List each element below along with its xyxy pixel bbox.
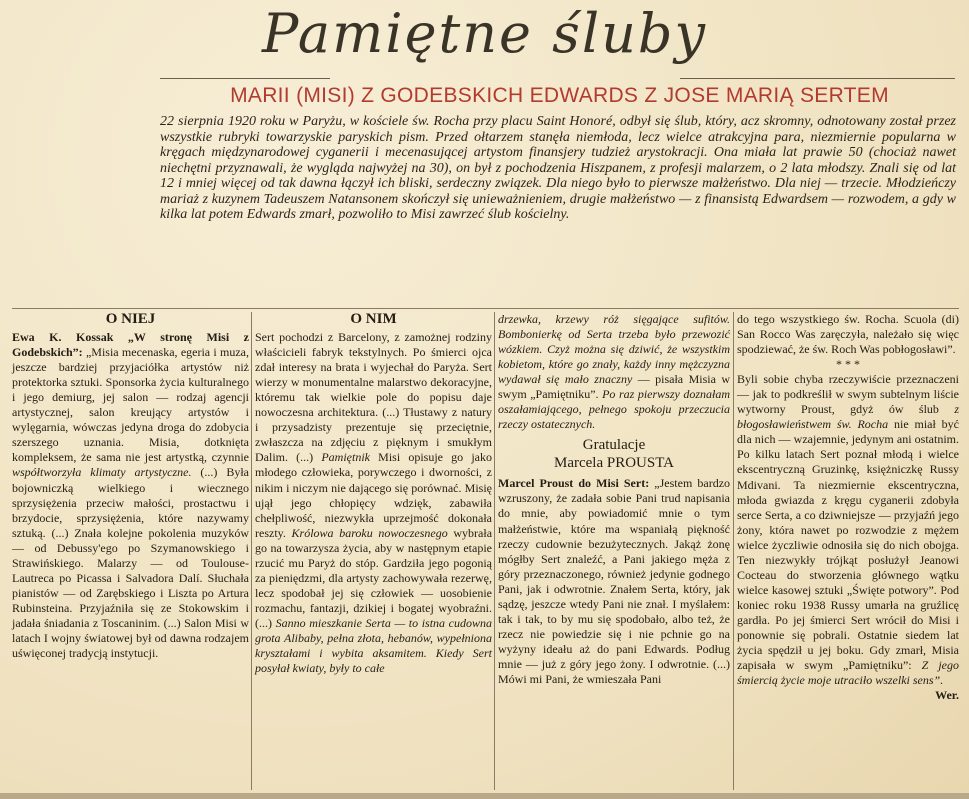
column-body-2 [737,372,959,703]
italic-phrase: Królowa baroku nowoczesnego [291,525,448,540]
body-text: „Misia mecenaska, egeria i muza, jeszcze bardziej przyjaciółka artystów niż protektorka sztuki. Sponsorka życia kulturalnego i jego demiurg, jej salon — rodzaj agencji artystycznej, salon kreujący artystów i wylęgarnia, wówczas jedyna droga do zdobycia szerszego uznania. Misia, dotknięta kompleksem, że sama nie jest artystką, czynnie [12,345,249,465]
body-text: Sert pochodzi z Barcelony, z zamożnej rodziny właścicieli fabryk tekstylnych. Po śmierci ojca zdał interesy na brata i wyjechał do Paryża. Sert wierzy w monumentalne malarstwo dekoracyjne, któremu tak wielkie pole do popisu daje nowoczesna architektura. (...) Tłustawy z natury i przysadzisty prezentuje się przeciętnie, zwłaszcza na zdjęciu z pięknym i smukłym Dalim. (...) [255,330,492,465]
italic-phrase: drzewka, krzewy róż sięgające sufitów. Bombonierkę od Serta trzeba było przewozić wózkiem. Czyż można się dziwić, że wszystkim kobietom, które go znały, każdy inny mężczyzna wydawał się mało znaczny [498,312,730,387]
body-text: Byli sobie chyba rzeczywiście przeznaczeni — jak to podkreślił w swym subtelnym liście wytworny Proust, gdyż ów ślub [737,372,959,417]
body-text: (...) Była bojowniczką wielkiego i wiecznego sprzysiężenia przeciw małości, prostactwu i brzydocie, sprzysiężenia, które nazywamy sztuką. (...) Znała kolejne pokolenia muzyków — od Debussy'ego po Szymanowskiego i Strawińskiego. Malarzy — od Toulouse-Lautreca po Picassa i Salvadora Dalí. Słuchała pianistów — od Zarębskiego i Liszta po Artura Rubinsteina. Przyjaźniła się ze Stokowskim i jadała śniadania z Toscaninim. (...) Salon Misi w latach I wojny światowej był od dawna rodzajem uświęconej tradycją instytucji. [12,465,249,661]
column-body [737,312,959,357]
italic-phrase: Z jego śmiercią życie moje utraciło wszelki sens”. [737,658,959,688]
letter-text: „Jestem bardzo wzruszony, że zadała sobie Pani trud napisania do mnie, aby powiadomić mnie o tym małżeństwie, które ma wspaniałą piękność rzeczy cudownie bezużytecznych. Jakąż żonę mógłby Sert znaleźć, a Pani jakiego męża z góry przeznaczonego, również jedynie godnego Pani, jak i odwrotnie. Znałem Serta, który, jak sądzę, jeszcze wtedy Pani nie znał. I myślałem: tak i tak, to by mu się spodobało, albo też, że rzecz nie powiedzie się i nie pchnie go na wyżyny ideału aż do pani Edwards. Podług mnie — już z góry jego żony. I odwrotnie. (...) Mówi mi Pani, że wmieszała Pani [498,476,731,686]
section-stars: * * * [836,357,860,372]
page-bottom-edge [0,793,969,799]
lead-paragraph [160,114,956,223]
body-text: Misi opisuje go jako młodego człowieka, porywczego i dworności, z nikim i niczym nie dającego się porównać. Misię ujął jego chłopięcy wdzięk, zabawiła chełpliwość, niezwykła uprzejmość dokonała reszty. [255,450,492,540]
column-rule-2 [494,312,495,790]
column-epilog [737,312,959,703]
column-body [498,312,730,432]
column-o-niej [12,312,249,661]
italic-phrase: Po raz pierwszy doznałam oszałamiającego, pełnego spokoju przeczucia rzeczy ostatecznych. [498,387,731,432]
signature: Wer. [935,688,959,703]
column-o-nim [255,312,492,676]
column-rule-1 [251,312,252,790]
column-gratulacje [498,312,730,687]
page-title: Pamiętne śluby [262,2,707,65]
italic-phrase: Sanno mieszkanie Serta — to istna cudowna grota Alibaby, pełna złota, hebanów, wypełniona kryształami i wybita aksamitem. Kiedy Sert posyłał kwiaty, były to całe [255,615,493,676]
title-rule-left [160,78,330,79]
body-text: nie miał być dla nich — wzajemnie, jedynym ani ostatnim. Po kilku latach Sert poznał młodą i wielce ekscentryczną Gruzinkę, księżniczkę Russy Mdivani. Ta niezmiernie ekscentryczna, młoda gwiazda z kręgu cyganerii zdobyła serce Serta, a co dziwniejsze — przyjaźń jego żony, która nawet po rozwodzie z mężem wielce życzliwie odnosiła się do nich obojga. Ten niezwykły trójkąt posłużył Jeanowi Cocteau do stworzenia głównego wątku wielce kasowej sztuki „Święte potwory”. Pod koniec roku 1938 Russy umarła na gruźlicę gardła. Po jej śmierci Sert wrócił do Misi i ponownie się pobrali. Ostatnie siedem lat życia spędził u jej boku. Gdy zmarł, Misia zapisała w swym „Pamiętniku”: [737,417,959,673]
column-heading-o-niej: O NIEJ [105,311,156,327]
column-body [12,330,249,661]
column-heading-o-nim: O NIM [350,311,397,327]
gratulacje-heading [498,436,730,472]
section-divider [12,308,959,309]
lead-text: 22 sierpnia 1920 roku w Paryżu, w kościele św. Rocha przy placu Saint Honoré, odbył się ślub, który, acz skromny, odnotowany został przez wszystkie rubryki towarzyskie paryskich pism. Przed ołtarzem stanęła niemłoda, lecz wielce atrakcyjna para, niezmiernie popularna w kręgach międzynarodowej cyganerii i mecenasującej artystom finansjery tudzież arystokracji. Ona miała lat prawie 50 (chociaż nawet niechętni przyznawali, że wygląda najwyżej na 30), on był z pochodzenia Hiszpanem, z profesji malarzem, o 2 lata młodszy. Znali się od lat 12 i mniej więcej od tak dawna łączył ich bliski, serdeczny związek. Dla niego było to pierwsze małżeństwo. Dla niej — trzecie. Młodzieńczy mariaż z kuzynem Tadeuszem Natansonem skończył się unieważnieniem, drugie małżeństwo — z finansistą Edwardsem — rozwodem, a gdy w kilka lat potem Edwards zmarł, pozwoliło to Misi zawrzeć ślub kościelny. [160,114,956,222]
italic-phrase: współtworzyła klimaty artystyczne. [12,465,192,480]
letter-body [498,476,730,687]
quote-source: Ewa K. Kossak „W stronę Misi z Godebskich”: [12,330,249,360]
body-text: — pisała Misia w swym „Pamiętniku”. [498,372,730,402]
gratulacje-line-2: Marcela PROUSTA [553,455,675,472]
column-rule-3 [733,312,734,790]
italic-phrase: Pamiętnik [321,450,370,465]
title-rule-right [680,78,955,79]
article-subtitle: MARII (MISI) Z GODEBSKICH EDWARDS Z JOSE MARIĄ SERTEM [230,84,889,107]
italic-phrase: z błogosławieństwem św. Rocha [737,402,959,432]
column-body [255,330,492,676]
body-text: do tego wszystkiego św. Rocha. Scuola (di) San Rocco Was zaręczyła, należało się więc spodziewać, że św. Roch Was pobłogosławi”. [737,312,959,357]
body-text: wybrała go na towarzysza życia, aby w następnym etapie rzucić mu Paryż do stóp. Gardziła jego pogonią za pieniędzmi, dla artysty zachowywała rezerwę, lecz spodobał jej się człowiek — uosobienie rozmachu, fantazji, dzikiej i bogatej wyobraźni. (...) [255,525,493,630]
letter-heading: Marcel Proust do Misi Sert: [498,476,650,491]
gratulacje-line-1: Gratulacje [582,437,646,454]
